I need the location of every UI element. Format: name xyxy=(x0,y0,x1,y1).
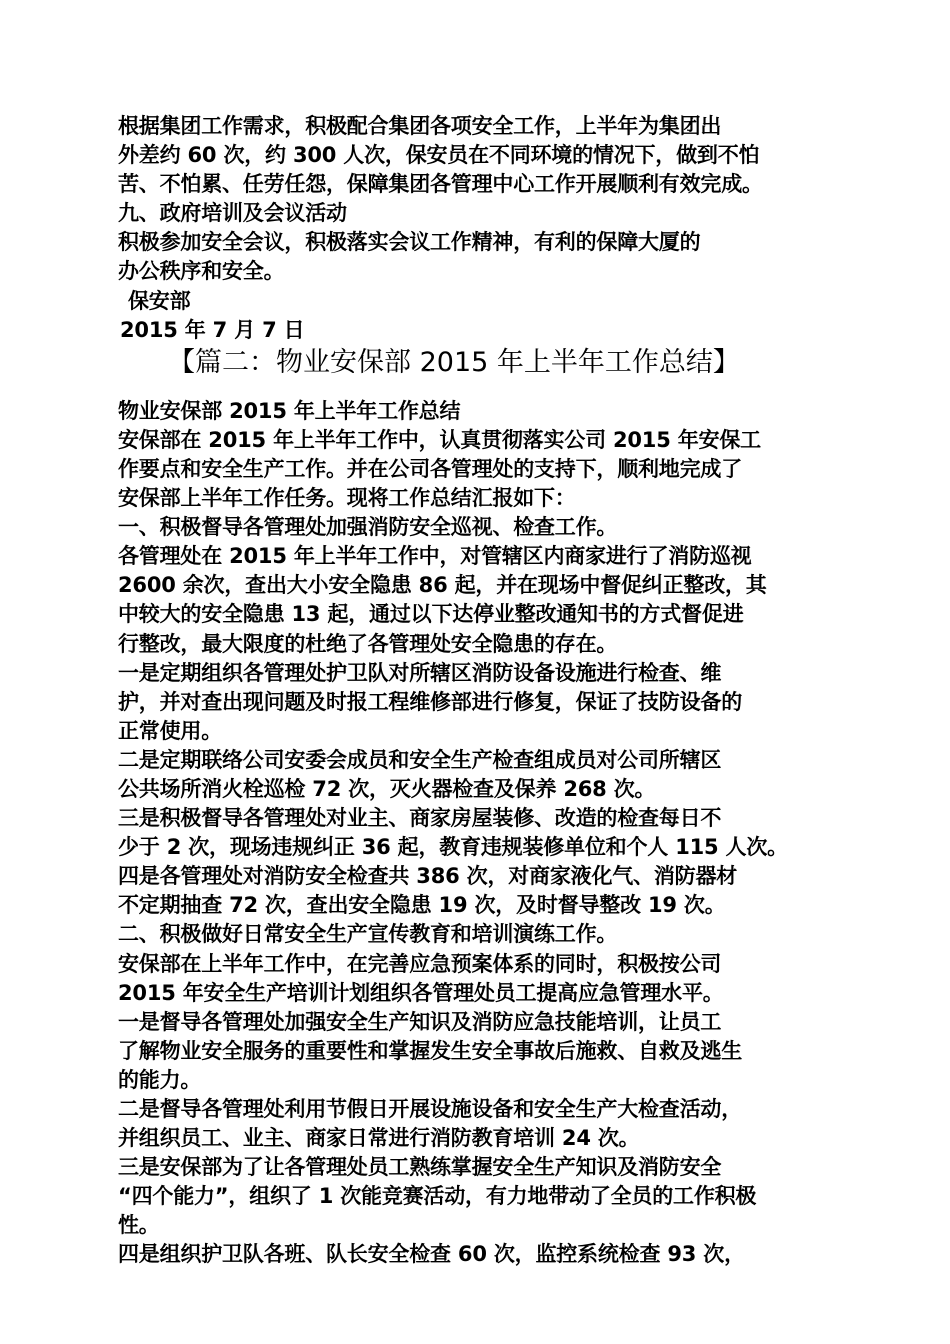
text-line: 安保部在上半年工作中，在完善应急预案体系的同时，积极按公司 xyxy=(118,951,722,976)
text-line: 二是督导各管理处利用节假日开展设施设备和安全生产大检查活动， xyxy=(118,1097,742,1121)
text-line: 作要点和安全生产工作。并在公司各管理处的支持下，顺利地完成了 xyxy=(118,456,742,481)
section-two xyxy=(118,397,848,1270)
text-line: 了解物业安全服务的重要性和掌握发生安全事故后施救、自救及逃生 xyxy=(118,1038,742,1063)
text-line: 根据集团工作需求，积极配合集团各项安全工作，上半年为集团出 xyxy=(118,114,722,138)
section-one xyxy=(118,112,848,287)
text-line: 一是定期组织各管理处护卫队对所辖区消防设备设施进行检查、维 xyxy=(118,660,722,685)
text-line: 护，并对查出现问题及时报工程维修部进行修复，保证了技防设备的 xyxy=(118,689,742,714)
text-line: 四是组织护卫队各班、队长安全检查 60 次，监控系统检查 93 次， xyxy=(118,1242,745,1267)
text-line: 三是安保部为了让各管理处员工熟练掌握安全生产知识及消防安全 xyxy=(118,1155,722,1180)
article-heading: 【篇二：物业安保部 2015 年上半年工作总结】 xyxy=(168,346,740,378)
text-line: 行整改，最大限度的杜绝了各管理处安全隐患的存在。 xyxy=(118,631,618,656)
text-line: 的能力。 xyxy=(118,1067,202,1092)
text-line: 公共场所消火栓巡检 72 次，灭火器检查及保养 268 次。 xyxy=(118,776,656,801)
text-line: 四是各管理处对消防安全检查共 386 次，对商家液化气、消防器材 xyxy=(118,864,738,889)
text-line: 九、政府培训及会议活动 xyxy=(118,201,347,226)
text-line: 不定期抽查 72 次，查出安全隐患 19 次，及时督导整改 19 次。 xyxy=(118,893,726,918)
text-line: 外差约 60 次，约 300 人次，保安员在不同环境的情况下，做到不怕 xyxy=(118,143,760,168)
text-line: 办公秩序和安全。 xyxy=(118,259,285,284)
signature-department: 保安部 xyxy=(128,288,191,313)
text-line: 少于 2 次，现场违规纠正 36 起，教育违规装修单位和个人 115 人次。 xyxy=(118,835,788,860)
text-line: 一是督导各管理处加强安全生产知识及消防应急技能培训，让员工 xyxy=(118,1009,722,1034)
text-line: 正常使用。 xyxy=(118,718,222,743)
signature-date: 2015 年 7 月 7 日 xyxy=(120,317,305,342)
document-page xyxy=(118,112,848,1270)
text-line: 性。 xyxy=(118,1213,160,1238)
text-line: 安保部在 2015 年上半年工作中，认真贯彻落实公司 2015 年安保工 xyxy=(118,427,761,452)
text-line: 二是定期联络公司安委会成员和安全生产检查组成员对公司所辖区 xyxy=(118,747,722,772)
text-line: 一、积极督导各管理处加强消防安全巡视、检查工作。 xyxy=(118,515,618,540)
text-line: 物业安保部 2015 年上半年工作总结 xyxy=(118,398,461,423)
text-line: 三是积极督导各管理处对业主、商家房屋装修、改造的检查每日不 xyxy=(118,806,722,831)
text-line: 2600 余次，查出大小安全隐患 86 起，并在现场中督促纠正整改，其 xyxy=(118,573,767,598)
text-line: “四个能力”，组织了 1 次能竞赛活动，有力地带动了全员的工作积极 xyxy=(118,1184,757,1209)
text-line: 苦、不怕累、任劳任怨，保障集团各管理中心工作开展顺利有效完成。 xyxy=(118,172,763,197)
text-line: 并组织员工、业主、商家日常进行消防教育培训 24 次。 xyxy=(118,1126,640,1151)
text-line: 积极参加安全会议，积极落实会议工作精神，有利的保障大厦的 xyxy=(118,230,701,255)
text-line: 安保部上半年工作任务。现将工作总结汇报如下： xyxy=(118,486,576,511)
text-line: 各管理处在 2015 年上半年工作中，对管辖区内商家进行了消防巡视 xyxy=(118,544,752,569)
text-line: 2015 年安全生产培训计划组织各管理处员工提高应急管理水平。 xyxy=(118,980,724,1005)
text-line: 中较大的安全隐患 13 起，通过以下达停业整改通知书的方式督促进 xyxy=(118,602,744,627)
text-line: 二、积极做好日常安全生产宣传教育和培训演练工作。 xyxy=(118,922,618,947)
